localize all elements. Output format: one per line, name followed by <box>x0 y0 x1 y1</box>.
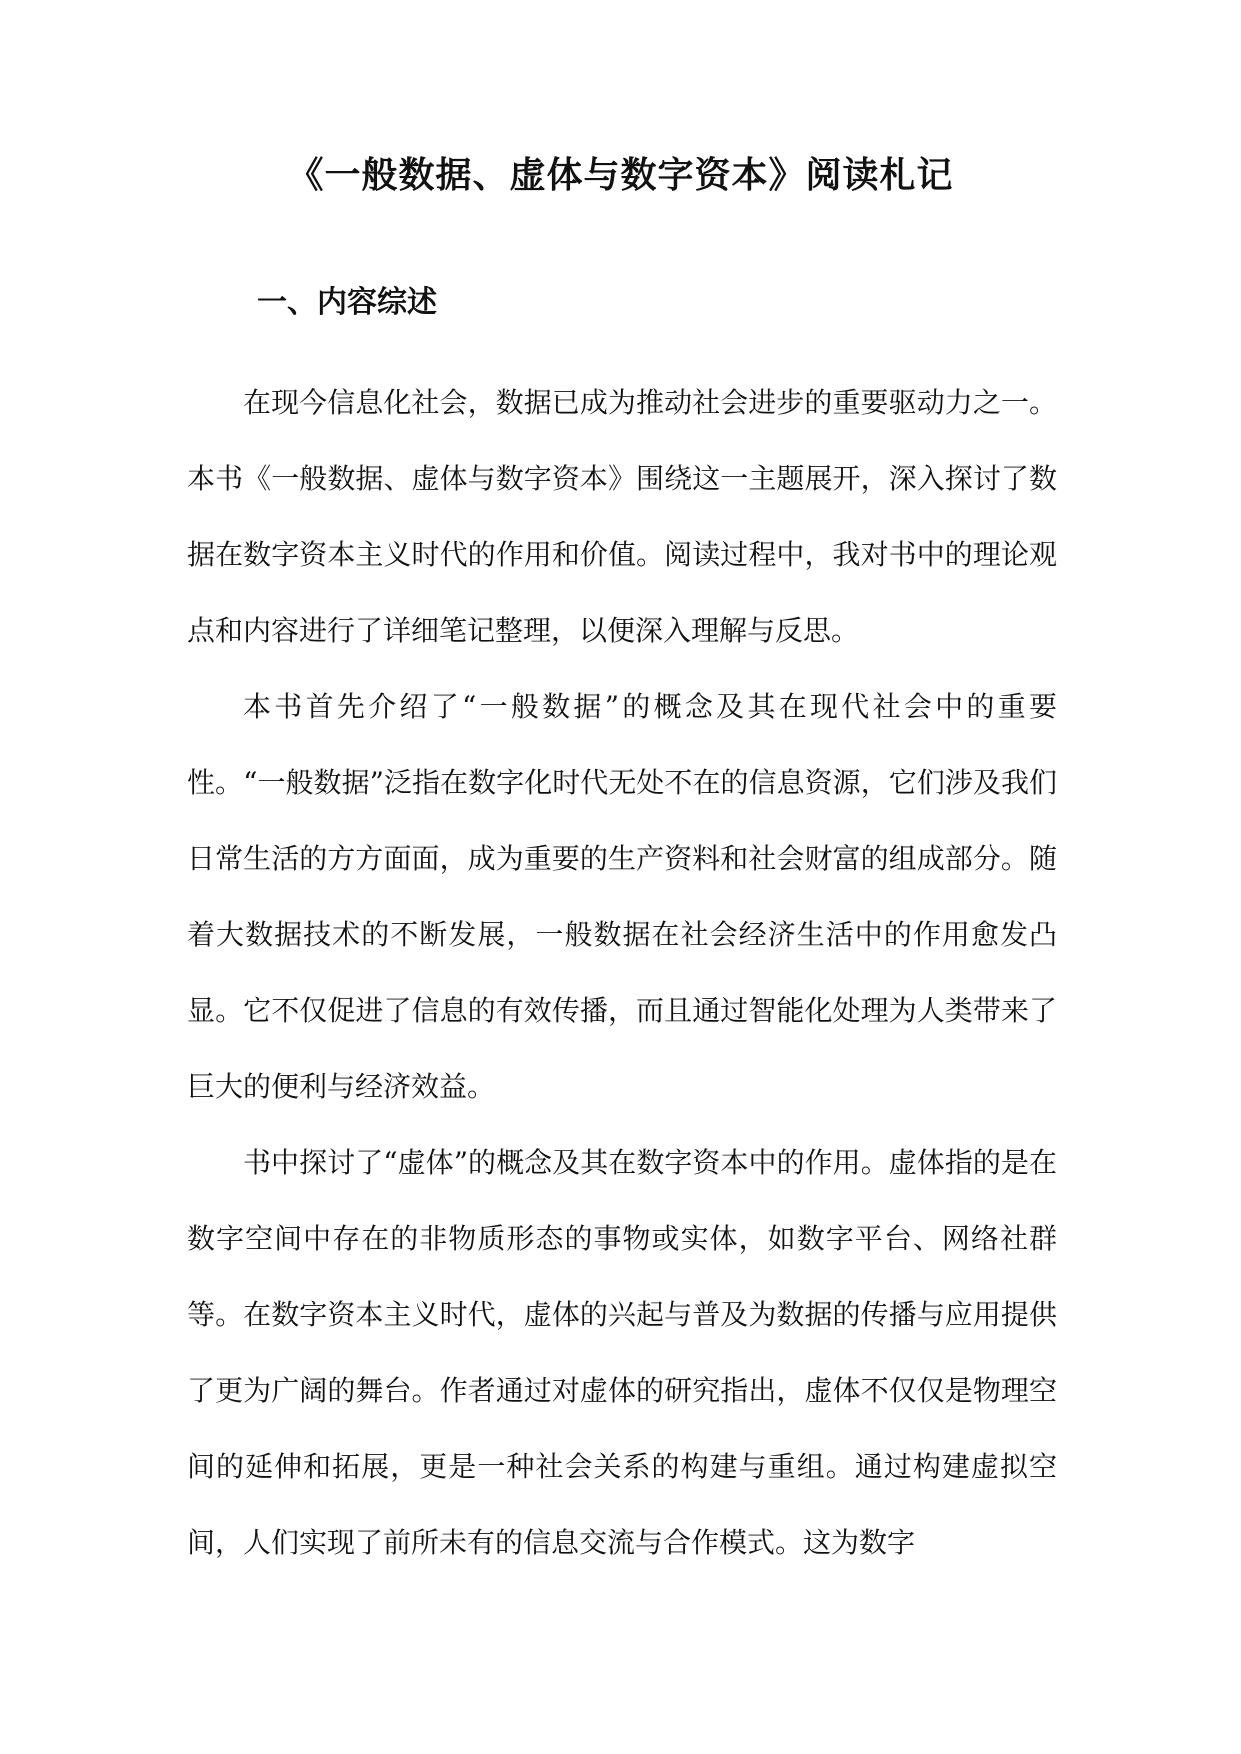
paragraph-3: 书中探讨了“虚体”的概念及其在数字资本中的作用。虚体指的是在数字空间中存在的非物质形态的事物或实体，如数字平台、网络社群等。在数字资本主义时代，虚体的兴起与普及为数据的传播与应用提供了更为广阔的舞台。作者通过对虚体的研究指出，虚体不仅仅是物理空间的延伸和拓展，更是一种社会关系的构建与重组。通过构建虚拟空间，人们实现了前所未有的信息交流与合作模式。这为数字 <box>187 1146 1057 1559</box>
section-heading: 一、内容综述 <box>257 285 437 320</box>
body-text <box>187 365 1057 1581</box>
document-title: 《一般数据、虚体与数字资本》阅读札记 <box>287 154 954 196</box>
paragraph-2: 本书首先介绍了“一般数据”的概念及其在现代社会中的重要性。“一般数据”泛指在数字化时代无处不在的信息资源，它们涉及我们日常生活的方方面面，成为重要的生产资料和社会财富的组成部分。随着大数据技术的不断发展，一般数据在社会经济生活中的作用愈发凸显。它不仅促进了信息的有效传播，而且通过智能化处理为人类带来了巨大的便利与经济效益。 <box>187 690 1057 1103</box>
paragraph-1: 在现今信息化社会，数据已成为推动社会进步的重要驱动力之一。本书《一般数据、虚体与数字资本》围绕这一主题展开，深入探讨了数据在数字资本主义时代的作用和价值。阅读过程中，我对书中的理论观点和内容进行了详细笔记整理，以便深入理解与反思。 <box>187 386 1057 647</box>
